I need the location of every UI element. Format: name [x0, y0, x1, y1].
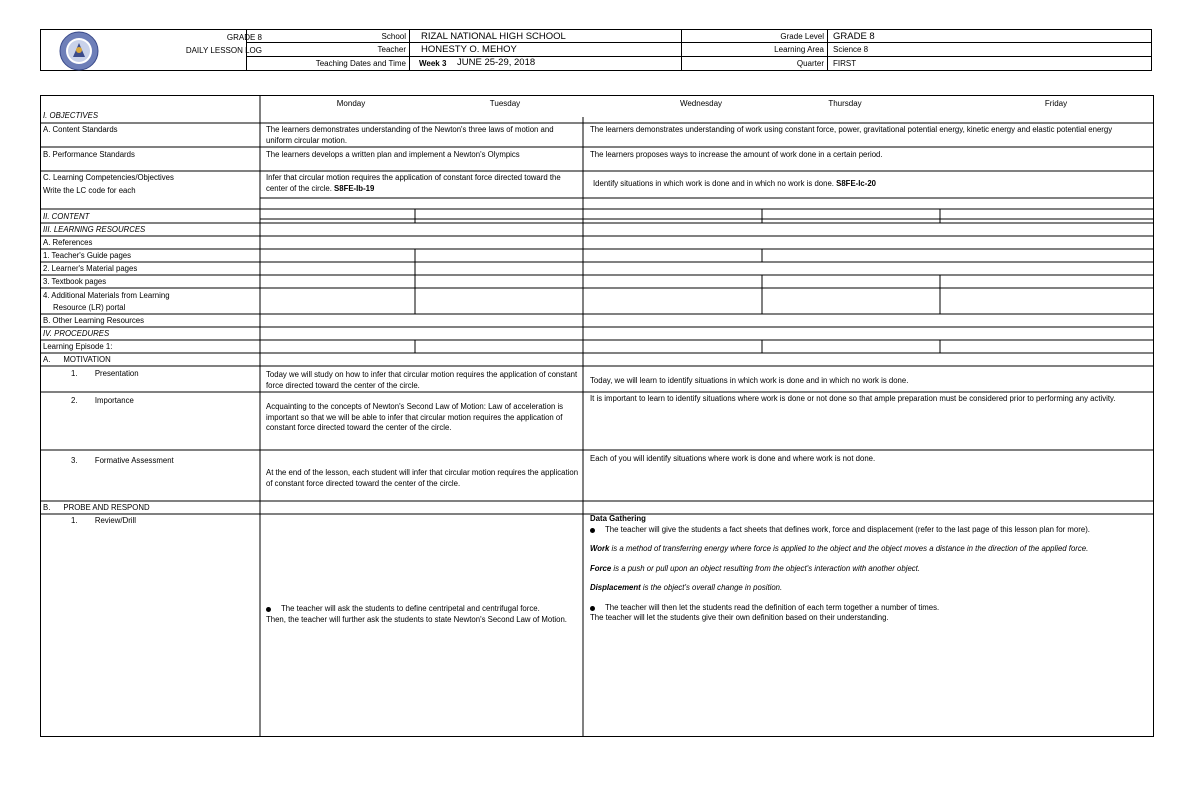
read-bullet: The teacher will then let the students read the definition of each term together a number of times. — [605, 602, 940, 612]
dates-label: Teaching Dates and Time — [315, 59, 406, 68]
quarter-label: Quarter — [796, 59, 824, 68]
label-lr-portal: Resource (LR) portal — [53, 303, 126, 312]
mon-formative: At the end of the lesson, each student will infer that circular motion requires the application of constant force directed toward the center of the circle. — [266, 468, 579, 488]
label-content: II. CONTENT — [43, 212, 90, 221]
lesson-log-table — [40, 95, 1154, 737]
mon-importance: Acquainting to the concepts of Newton's Second Law of Motion: Law of acceleration is important so that we will be able to infer that circular motion requires the application of constant force directed toward the center of the circle. — [266, 402, 564, 432]
quarter-value: FIRST — [833, 59, 857, 68]
force-definition: is a push or pull upon an object resulting from the object's interaction with another object. — [611, 563, 921, 573]
teacher-value: HONESTY O. MEHOY — [421, 44, 517, 55]
mon-review-text: Then, the teacher will further ask the students to state Newton's Second Law of Motion. — [266, 614, 567, 624]
wed-importance: It is important to learn to identify situations where work is done or not done so that ample preparation must be considered prior to performing any activity. — [590, 394, 1116, 403]
label-learning-resources: III. LEARNING RESOURCES — [43, 225, 146, 234]
day-friday: Friday — [1044, 99, 1068, 108]
table-grid — [40, 95, 1154, 737]
wed-review-block — [590, 514, 1148, 624]
label-lc-code: Write the LC code for each — [43, 186, 136, 195]
label-review: 1. Review/Drill — [71, 516, 136, 525]
header-table — [40, 29, 1152, 71]
log-title: DAILY LESSON LOG — [185, 46, 262, 55]
label-episode: Learning Episode 1: — [43, 342, 113, 351]
displacement-definition: is the object's overall change in position. — [640, 583, 783, 592]
day-wednesday: Wednesday — [679, 99, 723, 108]
dates-value: JUNE 25-29, 2018 — [457, 57, 536, 68]
week-value: Week 3 — [419, 59, 447, 68]
wed-competency: Identify situations in which work is done and in which no work is done. S8FE-Ic-20 — [593, 179, 877, 188]
mon-review-bullet: The teacher will ask the students to define centripetal and centrifugal force. Then, the teacher will further ask the students to state Newton's Second Law of Motion. — [266, 604, 578, 625]
deped-seal-icon — [59, 31, 99, 71]
day-thursday: Thursday — [828, 99, 862, 108]
school-label: School — [381, 32, 406, 41]
learning-area-label: Learning Area — [774, 45, 824, 54]
force-term: Force — [590, 563, 612, 573]
wed-presentation: Today, we will learn to identify situations in which work is done and in which no work is done. — [590, 376, 909, 385]
label-objectives: I. OBJECTIVES — [43, 111, 99, 120]
label-procedures: IV. PROCEDURES — [43, 329, 110, 338]
mon-content-standard: The learners demonstrates understanding of the Newton's three laws of motion and uniform circular motion. — [266, 125, 554, 145]
label-tg-pages: 1. Teacher's Guide pages — [43, 251, 132, 260]
label-presentation: 1. Presentation — [71, 369, 139, 378]
label-motivation: A. MOTIVATION — [43, 355, 111, 364]
label-other-resources: B. Other Learning Resources — [43, 316, 144, 325]
school-value: RIZAL NATIONAL HIGH SCHOOL — [421, 31, 566, 42]
own-definition-text: The teacher will let the students give their own definition based on their understanding. — [590, 613, 889, 622]
day-monday: Monday — [336, 99, 366, 108]
label-textbook: 3. Textbook pages — [43, 277, 107, 286]
wed-performance-standard: The learners proposes ways to increase the amount of work done in a certain period. — [590, 150, 883, 159]
label-importance: 2. Importance — [71, 396, 134, 405]
label-formative: 3. Formative Assessment — [71, 456, 174, 465]
label-additional-materials: 4. Additional Materials from Learning — [43, 291, 170, 300]
data-gathering-heading: Data Gathering — [590, 514, 646, 523]
day-tuesday: Tuesday — [489, 99, 521, 108]
mon-competency-code: S8FE-Ib-19 — [334, 183, 375, 193]
mon-performance-standard: The learners develops a written plan and implement a Newton's Olympics — [266, 150, 520, 159]
teacher-label: Teacher — [377, 45, 406, 54]
label-probe: B. PROBE AND RESPOND — [43, 503, 150, 512]
displacement-term: Displacement — [590, 583, 641, 592]
label-references: A. References — [43, 238, 93, 247]
wed-competency-code: S8FE-Ic-20 — [836, 179, 877, 188]
mon-competency: Infer that circular motion requires the application of constant force directed toward the center of the circle. S8FE-Ib-19 — [266, 173, 561, 193]
work-term: Work — [590, 544, 610, 553]
grade-level-label: Grade Level — [780, 32, 824, 41]
wed-content-standard: The learners demonstrates understanding of work using constant force, power, gravitational potential energy, kinetic energy and elastic potential energy — [590, 125, 1113, 134]
grade-level-value: GRADE 8 — [833, 31, 875, 42]
work-definition: is a method of transferring energy where force is applied to the object and the object moves a distance in the direction of the applied force. — [609, 544, 1089, 553]
label-competencies: C. Learning Competencies/Objectives — [43, 173, 174, 182]
data-gathering-bullet: The teacher will give the students a fact sheets that defines work, force and displacement (refer to the last page of this lesson plan for more). — [605, 524, 1090, 534]
label-lm-pages: 2. Learner's Material pages — [43, 264, 138, 273]
mon-presentation: Today we will study on how to infer that circular motion requires the application of constant force directed toward the center of the circle. — [266, 370, 578, 390]
label-performance-standards: B. Performance Standards — [43, 150, 135, 159]
grade-text: GRADE 8 — [226, 33, 262, 42]
learning-area-value: Science 8 — [833, 45, 869, 54]
label-content-standards: A. Content Standards — [43, 125, 118, 134]
wed-formative: Each of you will identify situations where work is done and where work is not done. — [590, 454, 876, 463]
